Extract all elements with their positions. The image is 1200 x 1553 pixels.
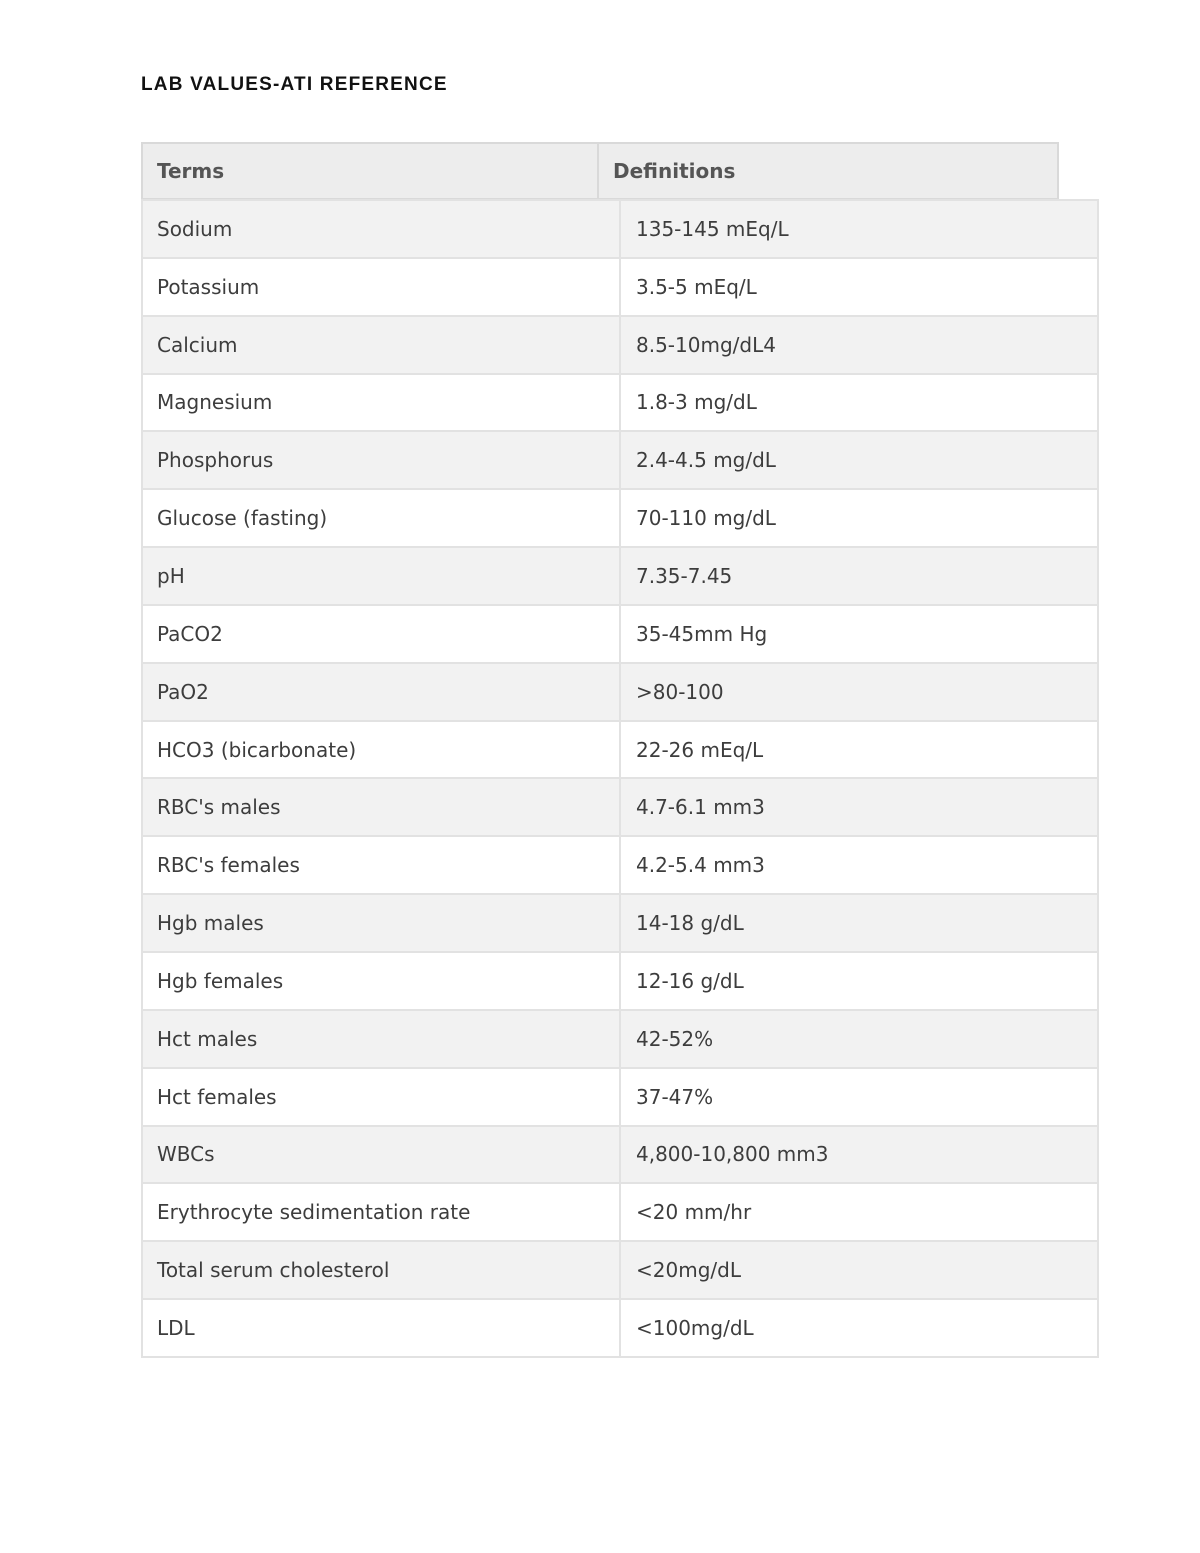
term-cell: Hct males xyxy=(143,1011,621,1067)
table-row xyxy=(143,1298,1097,1356)
definition-cell: 3.5-5 mEq/L xyxy=(636,274,757,299)
term-cell: PaO2 xyxy=(143,664,621,720)
definition-cell: 35-45mm Hg xyxy=(636,621,768,646)
term-cell: Glucose (fasting) xyxy=(143,490,621,546)
definition-cell: 37-47% xyxy=(636,1084,714,1109)
term-cell: Hct females xyxy=(143,1069,621,1125)
table-row xyxy=(143,951,1097,1009)
definition-cell: 135-145 mEq/L xyxy=(636,216,789,241)
table-row xyxy=(143,315,1097,373)
terms-column-header: Terms xyxy=(143,144,599,198)
table-row xyxy=(143,257,1097,315)
definition-cell: 4,800-10,800 mm3 xyxy=(636,1142,829,1167)
term-cell: Magnesium xyxy=(143,375,621,431)
term-cell: LDL xyxy=(143,1300,621,1356)
definition-cell: <20 mm/hr xyxy=(636,1200,752,1225)
table-row xyxy=(143,430,1097,488)
definition-cell: 4.2-5.4 mm3 xyxy=(636,853,765,878)
table-row xyxy=(143,720,1097,778)
lab-values-table xyxy=(141,199,1099,1358)
term-cell: Hgb males xyxy=(143,895,621,951)
definition-cell: 8.5-10mg/dL4 xyxy=(636,332,776,357)
term-cell: PaCO2 xyxy=(143,606,621,662)
term-cell: Potassium xyxy=(143,259,621,315)
term-cell: WBCs xyxy=(143,1127,621,1183)
table-row xyxy=(143,1009,1097,1067)
table-row xyxy=(143,662,1097,720)
definition-cell: 4.7-6.1 mm3 xyxy=(636,795,765,820)
term-cell: Sodium xyxy=(143,201,621,257)
table-row xyxy=(143,546,1097,604)
table-row xyxy=(143,893,1097,951)
table-row xyxy=(143,1240,1097,1298)
table-row xyxy=(143,1067,1097,1125)
definition-cell: >80-100 xyxy=(636,679,724,704)
definition-cell: <100mg/dL xyxy=(636,1315,754,1340)
term-cell: Erythrocyte sedimentation rate xyxy=(143,1184,621,1240)
definition-cell: 14-18 g/dL xyxy=(636,911,744,936)
table-row xyxy=(143,604,1097,662)
definition-cell: <20mg/dL xyxy=(636,1258,741,1283)
term-cell: RBC's females xyxy=(143,837,621,893)
table-row xyxy=(143,199,1097,257)
term-cell: Hgb females xyxy=(143,953,621,1009)
definitions-column-header: Definitions xyxy=(613,159,736,183)
term-cell: Total serum cholesterol xyxy=(143,1242,621,1298)
term-cell: Calcium xyxy=(143,317,621,373)
term-cell: Phosphorus xyxy=(143,432,621,488)
table-row xyxy=(143,777,1097,835)
definition-cell: 42-52% xyxy=(636,1026,714,1051)
table-row xyxy=(143,488,1097,546)
table-header xyxy=(141,142,1059,200)
table-row xyxy=(143,1125,1097,1183)
term-cell: HCO3 (bicarbonate) xyxy=(143,722,621,778)
table-row xyxy=(143,1182,1097,1240)
page-title: LAB VALUES-ATI REFERENCE xyxy=(141,74,448,95)
definition-cell: 7.35-7.45 xyxy=(636,563,733,588)
table-row xyxy=(143,373,1097,431)
definition-cell: 12-16 g/dL xyxy=(636,968,744,993)
definition-cell: 70-110 mg/dL xyxy=(636,506,776,531)
table-row xyxy=(143,835,1097,893)
definition-cell: 1.8-3 mg/dL xyxy=(636,390,757,415)
term-cell: pH xyxy=(143,548,621,604)
definition-cell: 22-26 mEq/L xyxy=(636,737,764,762)
term-cell: RBC's males xyxy=(143,779,621,835)
definition-cell: 2.4-4.5 mg/dL xyxy=(636,448,776,473)
